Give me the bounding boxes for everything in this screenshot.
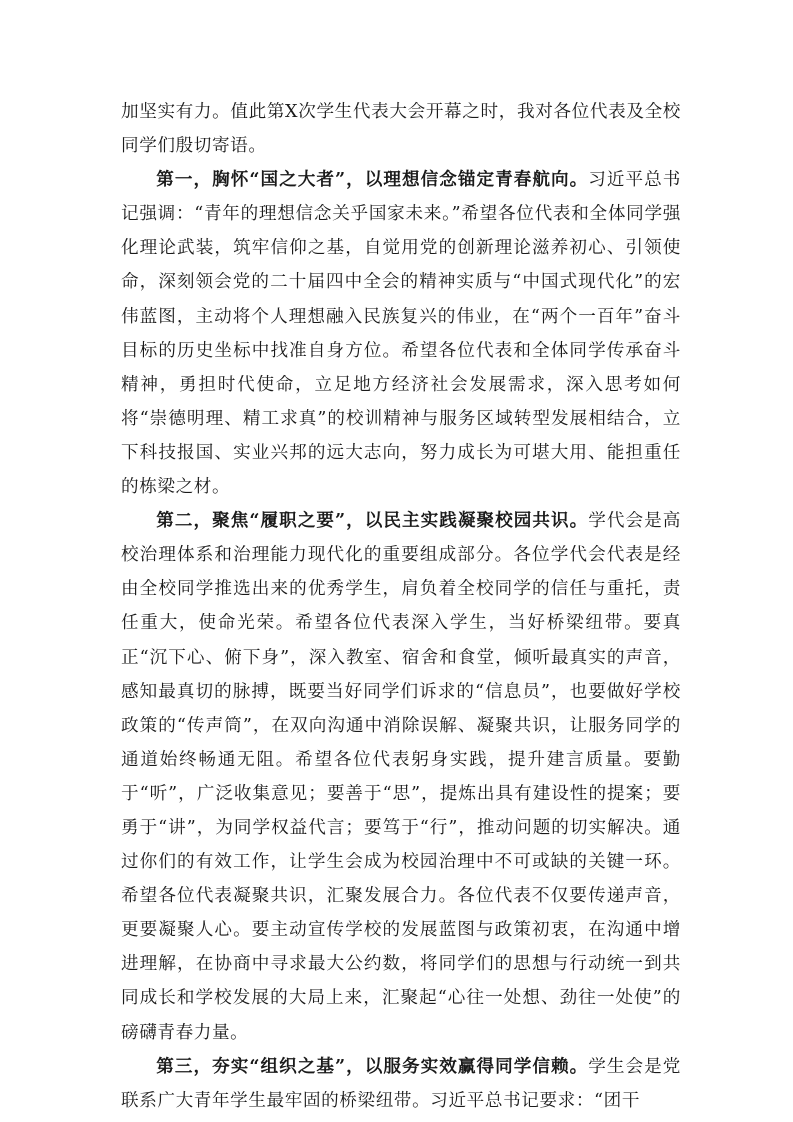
paragraph-heading: 第二，聚焦“履职之要”，以民主实践凝聚校园共识。 [156,510,589,532]
paragraph-text: 加坚实有力。值此第X次学生代表大会开幕之时，我对各位代表及全校同学们殷切寄语。 [121,102,681,157]
paragraph-heading: 第三，夯实“组织之基”，以服务实效赢得同学信赖。 [156,1055,589,1077]
paragraph-first-point [121,163,681,504]
paragraph-text: 习近平总书记强调：“青年的理想信念关乎国家未来。”希望各位代表和全体同学强化理论武装，筑牢信仰之基，自觉用党的创新理论滋养初心、引领使命，深刻领会党的二十届四中全会的精神实质与“中国式现代化”的宏伟蓝图，主动将个人理想融入民族复兴的伟业，在“两个一百年”奋斗目标的历史坐标中找准自身方位。希望各位代表和全体同学传承奋斗精神，勇担时代使命，立足地方经济社会发展需求，深入思考如何将“崇德明理、精工求真”的校训精神与服务区域转型发展相结合，立下科技报国、实业兴邦的远大志向，努力成长为可堪大用、能担重任的栋梁之材。 [121,170,681,498]
paragraph-text: 学代会是高校治理体系和治理能力现代化的重要组成部分。各位学代会代表是经由全校同学推选出来的优秀学生，肩负着全校同学的信任与重托，责任重大，使命光荣。希望各位代表深入学生，当好桥梁纽带。要真正“沉下心、俯下身”，深入教室、宿舍和食堂，倾听最真实的声音，感知最真切的脉搏，既要当好同学们诉求的“信息员”，也要做好学校政策的“传声筒”，在双向沟通中消除误解、凝聚共识，让服务同学的通道始终畅通无阻。希望各位代表躬身实践，提升建言质量。要勤于“听”，广泛收集意见；要善于“思”，提炼出具有建设性的提案；要勇于“讲”，为同学权益代言；要笃于“行”，推动问题的切实解决。通过你们的有效工作，让学生会成为校园治理中不可或缺的关键一环。希望各位代表凝聚共识，汇聚发展合力。各位代表不仅要传递声音，更要凝聚人心。要主动宣传学校的发展蓝图与政策初衷，在沟通中增进理解，在协商中寻求最大公约数，将同学们的思想与行动统一到共同成长和学校发展的大局上来，汇聚起“心往一处想、劲往一处使”的磅礴青春力量。 [121,511,681,1043]
paragraph-text: 学生会是党联系广大青年学生最牢固的桥梁纽带。习近平总书记要求：“团干 [121,1056,681,1111]
paragraph-intro [121,95,681,163]
paragraph-heading: 第一，胸怀“国之大者”，以理想信念锚定青春航向。 [156,169,589,191]
document-body [121,95,681,1118]
paragraph-second-point [121,504,681,1050]
paragraph-third-point [121,1050,681,1118]
